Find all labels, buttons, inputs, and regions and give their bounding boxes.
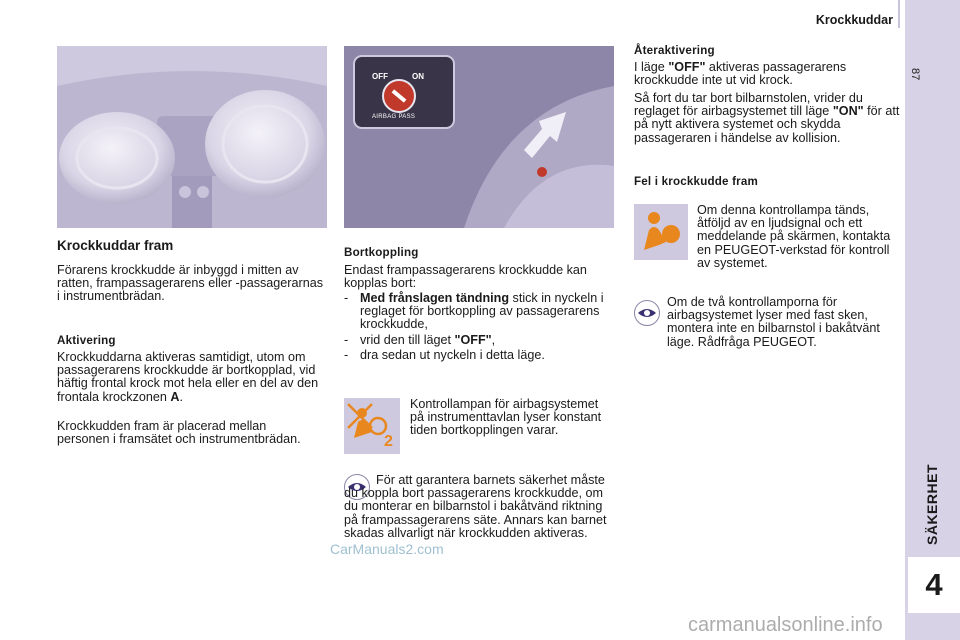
page-number: 87 [909,68,921,81]
fault-lamp-text: Om denna kontrollampa tänds, åtföljd av en ljudsignal och ett meddelande på skärmen, kontakta en PEUGEOT-verkstad för kontroll av systemet. [697,203,891,270]
child-seat-note: För att garantera barnets säkerhet måste du koppla bort passagerarens krockkudde, om du monterar en bilbarnstol i bakåtvänd riktning på frampassagerarens säte. Annars kan barnet skadas allvarligt när krockkudden aktiveras. [344,473,607,540]
airbag-fault-warning-icon [634,204,688,260]
fault-note: Om de två kontrollamporna för airbagsystemet lyser med fast sken, montera inte en bilbarnstol i bakåtvänt läge. Rådfråga PEUGEOT. [667,295,880,349]
section-label: SÄKERHET [924,463,940,545]
airbag-fault-lamp-box [634,204,688,260]
deactivation-switch-illustration [344,46,614,228]
intro-paragraph: Förarens krockkudde är inbyggd i mitten av ratten, frampassagerarens eller -passagerarnas i instrumentbrädan. [57,263,323,304]
airbags-illustration [57,46,327,228]
deactivation-steps [344,292,616,362]
airbag-off-lamp-box [344,398,400,454]
step-item: - vrid den till läget "OFF", [344,332,496,347]
panel-on-label: ON [412,72,424,81]
fault-heading: Fel i krockkudde fram [634,175,759,188]
eye-icon [635,301,659,325]
reactivation-paragraph-1: I läge "OFF" aktiveras passagerarens krockkudde inte ut vid krock. [634,60,847,88]
step-item: - Med frånslagen tändning stick in nyckeln i reglaget för bortkoppling av passagerarens krockkudde, [344,291,604,332]
watermark-footer: carmanualsonline.info [688,614,883,636]
warning-lamp-text: Kontrollampan för airbagsystemet på instrumenttavlan lyser konstant tiden bortkopplingen varar. [410,397,602,438]
deactivation-intro: Endast frampassagerarens krockkudde kan kopplas bort: [344,263,587,291]
svg-text:2: 2 [384,433,393,450]
reactivation-heading: Återaktivering [634,44,715,57]
airbags-drawing [57,46,327,228]
deactivation-heading: Bortkoppling [344,246,419,259]
header-rule [898,0,900,28]
activation-paragraph: Krockkuddarna aktiveras samtidigt, utom om passagerarens krockkudde är bortkopplad, vid häftig frontal krock mot hela eller en del av den frontala krockzonen A. [57,350,319,404]
panel-off-label: OFF [372,72,388,81]
section-heading: Krockkuddar fram [57,238,174,253]
airbag-off-warning-icon [344,398,400,454]
placement-paragraph: Krockkudden fram är placerad mellan personen i framsätet och instrumentbrädan. [57,419,301,447]
reactivation-paragraph-2: Så fort du tar bort bilbarnstolen, vrider du reglaget för airbagsystemet till läge "ON" för att på nytt aktivera systemet och skydda passageraren i händelse av kollision. [634,91,900,145]
panel-airbag-label: AIRBAG PASS [372,114,416,120]
page-header-title: Krockkuddar [815,13,893,27]
activation-heading: Aktivering [57,334,116,347]
step-item: - dra sedan ut nyckeln i detta läge. [344,347,545,362]
watermark-left: CarManuals2.com [330,541,444,557]
chapter-number: 4 [925,567,943,602]
eye-note-icon [634,300,660,326]
